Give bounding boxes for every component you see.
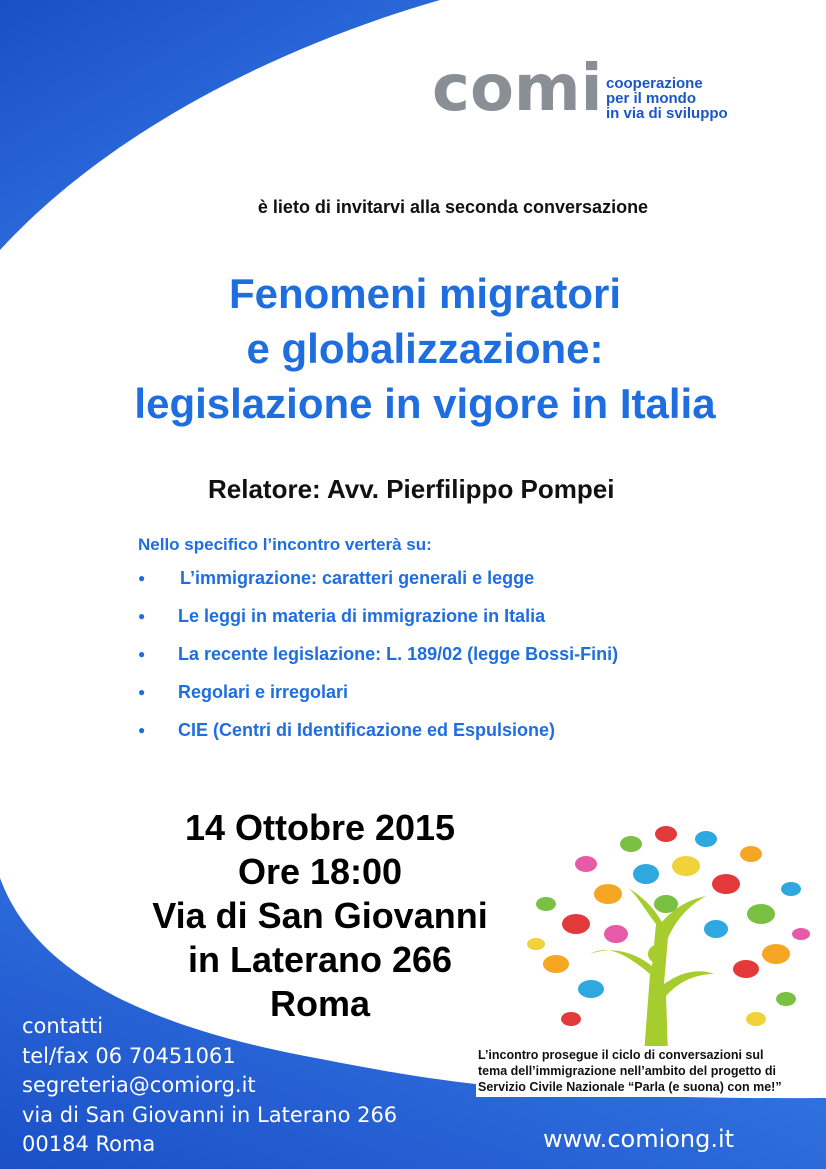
contacts-postal: 00184 Roma — [22, 1132, 156, 1156]
bullet-icon: ● — [138, 647, 146, 661]
contacts-block — [22, 1012, 397, 1160]
website-link[interactable]: www.comiong.it — [543, 1125, 735, 1153]
contacts-phone: tel/fax 06 70451061 — [22, 1043, 236, 1068]
comi-logo — [432, 52, 772, 132]
logo-tagline — [606, 76, 728, 121]
speaker: Relatore: Avv. Pierfilippo Pompei — [208, 474, 615, 504]
logo-wordmark: comi — [432, 52, 603, 126]
bullet-icon: ● — [138, 571, 146, 585]
event-title-line: e globalizzazione: — [246, 325, 604, 372]
project-note-line: tema dell’immigrazione nell’ambito del progetto di — [478, 1064, 776, 1078]
logo-tagline-line: cooperazione — [606, 75, 703, 92]
event-title — [0, 266, 826, 431]
intro-text: è lieto di invitarvi alla seconda conversazione — [257, 197, 649, 217]
event-title-line: Fenomeni migratori — [228, 270, 622, 317]
project-note-line: L’incontro prosegue il ciclo di conversazioni sul — [478, 1048, 764, 1062]
event-address-line: Via di San Giovanni — [152, 895, 488, 936]
tree-of-hands-icon — [516, 804, 816, 1054]
project-note — [476, 1046, 826, 1097]
bullet-icon: ● — [138, 723, 146, 737]
project-note-line: Servizio Civile Nazionale “Parla (e suona) con me!” — [478, 1080, 782, 1094]
event-time: Ore 18:00 — [237, 851, 403, 892]
topic-text: La recente legislazione: L. 189/02 (legge Bossi-Fini) — [178, 644, 619, 664]
topic-text: Regolari e irregolari — [178, 682, 349, 702]
bullet-icon: ● — [138, 685, 146, 699]
event-details — [120, 806, 520, 1026]
event-address-line: in Laterano 266 — [187, 939, 453, 980]
contacts-address: via di San Giovanni in Laterano 266 — [22, 1102, 398, 1127]
logo-tagline-line: in via di sviluppo — [606, 105, 728, 122]
bullet-icon: ● — [138, 609, 146, 623]
contacts-heading: contatti — [22, 1014, 104, 1038]
contacts-email[interactable]: segreteria@comiorg.it — [22, 1073, 256, 1097]
topics-intro: Nello specifico l’incontro verterà su: — [138, 535, 432, 554]
topic-text: CIE (Centri di Identificazione ed Espulsione) — [178, 720, 556, 740]
logo-tagline-line: per il mondo — [606, 90, 696, 107]
topic-text: Le leggi in materia di immigrazione in Italia — [178, 606, 546, 626]
event-title-line: legislazione in vigore in Italia — [134, 380, 716, 427]
topic-text: L’immigrazione: caratteri generali e legge — [180, 568, 535, 588]
event-date: 14 Ottobre 2015 — [184, 807, 456, 848]
event-city: Roma — [269, 983, 371, 1024]
